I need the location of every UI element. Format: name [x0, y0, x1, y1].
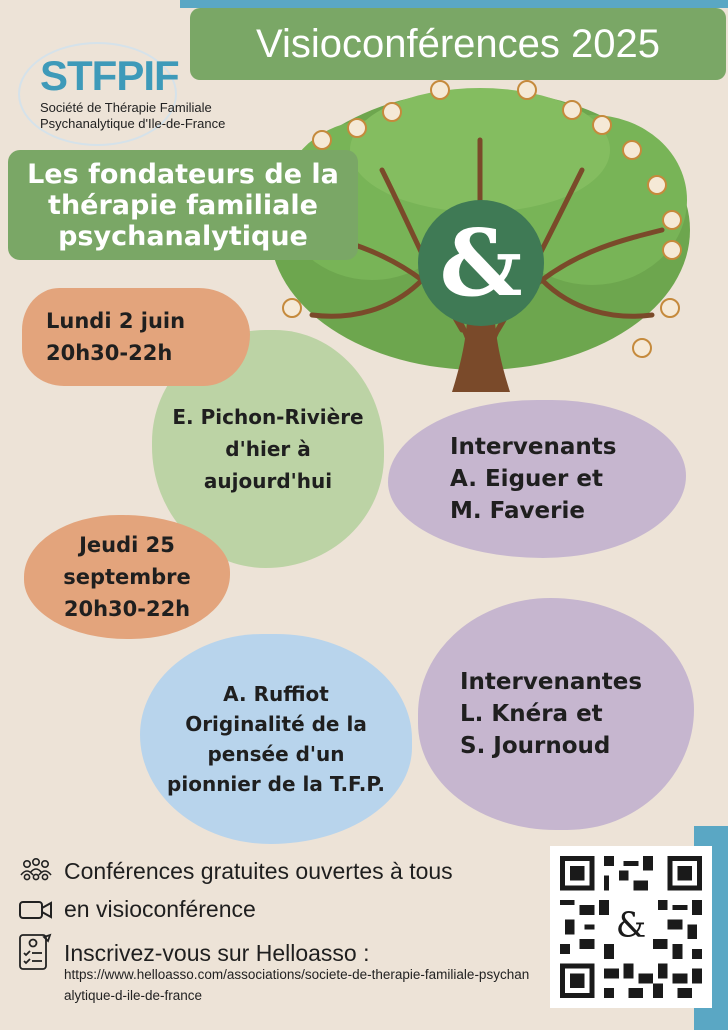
register-text: Inscrivez-vous sur Helloasso :	[64, 939, 370, 966]
video-conference-text: en visioconférence	[64, 896, 256, 922]
main-title	[8, 150, 358, 260]
qr-code[interactable]	[560, 856, 702, 998]
session1-date: Lundi 2 juin 20h30-22h	[22, 288, 250, 386]
helloasso-link[interactable]: https://www.helloasso.com/associations/societe-de-therapie-familiale-psychanalytique-d-ile-de-france	[64, 967, 530, 1003]
free-conference-text: Conférences gratuites ouvertes à tous	[64, 857, 453, 884]
session1-topic: E. Pichon-Rivière d'hier à aujourd'hui	[152, 330, 384, 568]
session1-speakers: Intervenants A. Eiguer et M. Faverie	[388, 400, 686, 558]
page-title-banner: Visioconférences 2025	[190, 8, 726, 80]
session2-date: Jeudi 25 septembre 20h30-22h	[24, 515, 230, 639]
free-conference-line	[18, 857, 453, 885]
top-accent-bar	[180, 0, 728, 8]
logo: STFPIF	[40, 52, 179, 99]
main-title-text: Les fondateurs de la thérapie familiale psychanalytique	[27, 158, 339, 252]
registration-form-icon	[18, 933, 54, 973]
people-group-icon	[18, 857, 54, 885]
session2-topic: A. Ruffiot Originalité de la pensée d'un pionnier de la T.F.P.	[140, 634, 412, 844]
svg-text:&: &	[615, 905, 647, 946]
logo-subtitle: Société de Thérapie Familiale Psychanalytique d'Ile-de-France	[40, 100, 226, 131]
session2-speakers: Intervenantes L. Knéra et S. Journoud	[418, 598, 694, 830]
video-conference-line	[18, 896, 256, 923]
ampersand-emblem: &	[418, 200, 544, 326]
video-camera-icon	[18, 897, 54, 923]
